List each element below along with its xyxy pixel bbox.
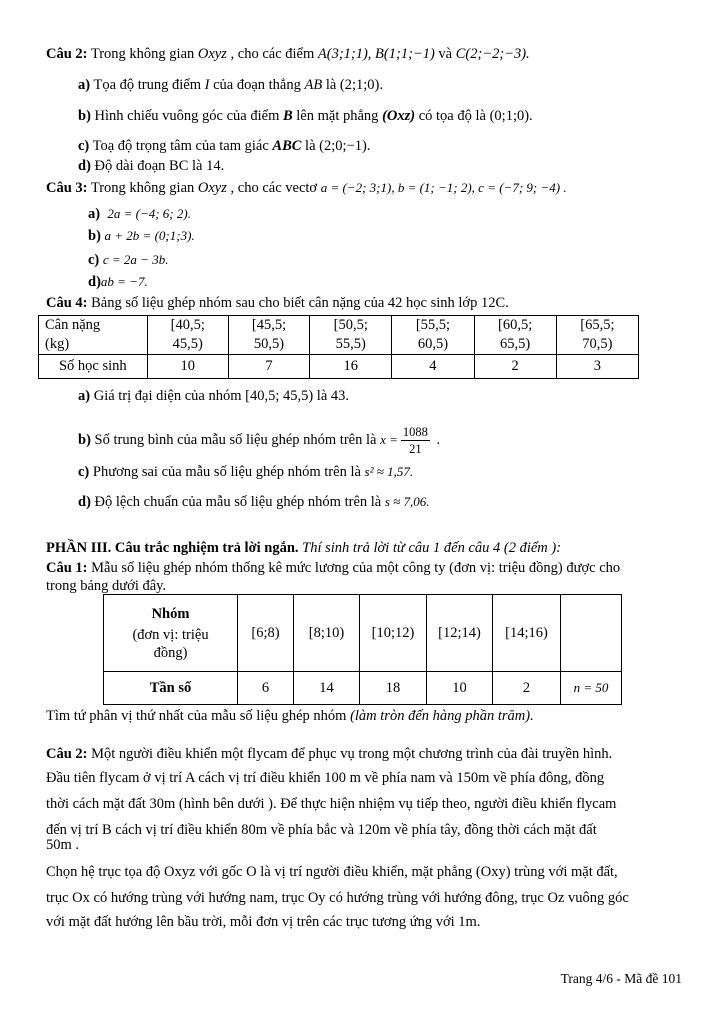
cell-line: Nhóm	[151, 605, 190, 622]
p3q2-line-4: đến vị trí B cách vị trí điều khiển 80m về phía bắc và 120m về phía tây, đồng thời cách mặt đất	[46, 822, 597, 838]
cell-line: 50,5)	[253, 336, 285, 352]
table-header-cell	[228, 316, 309, 355]
table-header-cell	[147, 316, 228, 355]
part3-heading	[46, 538, 561, 558]
p3q2-line-7: trục Ox có hướng trùng với hướng nam, trục Oy có hướng trùng với hướng đông, trục Oz vuông góc	[46, 890, 629, 906]
table-cell: 10	[147, 355, 228, 379]
q3-head: Câu 3:	[46, 180, 88, 196]
table-header-cell	[310, 316, 392, 355]
q4-item-c	[78, 462, 413, 482]
cell-line: [55,5;	[415, 317, 451, 333]
cell-line: (kg)	[45, 336, 70, 352]
item-var: ABC	[272, 138, 302, 154]
cell-line: 45,5)	[172, 336, 203, 352]
table-header-row	[39, 316, 639, 355]
table-header-cell	[392, 316, 474, 355]
item-text3: có tọa độ là	[415, 108, 490, 124]
item-math: 2a = (−4; 6; 2).	[107, 206, 191, 221]
table-header-cell: [6;8)	[238, 595, 294, 672]
q4-text: Bảng số liệu ghép nhóm sau cho biết cân nặng của 42 học sinh lớp 12C.	[87, 295, 509, 311]
fraction-numerator: 1088	[402, 425, 428, 440]
q2-and: và	[434, 46, 456, 62]
p3q2-line-6: Chọn hệ trục tọa độ Oxyz với gốc O là vị trí người điều khiển, mặt phẳng (Oxy) trùng với mặt đất,	[46, 864, 618, 880]
p3q2-head: Câu 2:	[46, 746, 88, 762]
table-cell: 4	[392, 355, 474, 379]
item-text: Phương sai của mẫu số liệu ghép nhóm trên là	[89, 464, 365, 480]
q2-stem	[46, 44, 530, 64]
item-text: Hình chiếu vuông góc của điểm	[90, 108, 283, 124]
cell-line: 60,5)	[417, 336, 449, 352]
table-cell-n: n = 50	[561, 672, 622, 705]
table-header-row	[104, 595, 622, 672]
q3-oxyz: Oxyz	[197, 180, 227, 196]
item-label: b)	[78, 432, 91, 448]
table-row	[104, 672, 622, 705]
table-header-cell: [12;14)	[427, 595, 493, 672]
q4-item-d	[78, 492, 430, 512]
item-label: b)	[78, 108, 91, 124]
q4-item-a	[78, 386, 349, 406]
p3q2-text: Một người điều khiển một flycam để phục vụ trong một chương trình của đài truyền hình.	[87, 746, 613, 762]
table-header-cell	[561, 595, 622, 672]
item-label: a)	[88, 206, 101, 222]
cell-line: [50,5;	[333, 317, 368, 333]
cell-line: [40,5;	[170, 317, 205, 333]
q4-stem	[46, 293, 509, 313]
table-header-cell: [10;12)	[360, 595, 427, 672]
item-label: d)	[78, 158, 91, 174]
p3q2-line-8: với mặt đất hướng lên bầu trời, mỗi đơn vị trên các trục tương ứng với 1m.	[46, 914, 481, 930]
table-header-cell	[556, 316, 638, 355]
p3q1-task	[46, 706, 534, 726]
item-text: Tọa độ trung điểm	[90, 77, 205, 93]
table-header-cell: [8;10)	[294, 595, 360, 672]
item-math: ab = −7.	[100, 274, 148, 289]
p3q1-task-note: (làm tròn đến hàng phần trăm).	[350, 708, 534, 724]
table-cell: 14	[294, 672, 360, 705]
table-cell: 18	[360, 672, 427, 705]
q2-item-b	[78, 106, 533, 126]
q2-points: A(3;1;1), B(1;1;−1)	[317, 46, 435, 62]
salary-table	[103, 594, 622, 705]
q2-oxyz: Oxyz	[197, 46, 227, 62]
table-cell: 6	[238, 672, 294, 705]
q3-item-a	[88, 204, 191, 224]
table-cell: 10	[427, 672, 493, 705]
p3q1-task-text: Tìm tứ phân vị thứ nhất của mẫu số liệu ghép nhóm	[46, 708, 351, 724]
table-cell: 2	[493, 672, 561, 705]
cell-line: đồng)	[153, 644, 188, 661]
q2-point-c: C(2;−2;−3).	[455, 46, 530, 62]
p3q2-line-5: 50m .	[46, 837, 80, 853]
item-label: a)	[78, 388, 91, 404]
q3-stem	[46, 178, 567, 198]
p3q2-line-3: thời cách mặt đất 30m (hình bên dưới ). Để thực hiện nhiệm vụ tiếp theo, người điều khiển flycam	[46, 796, 617, 812]
item-label: c)	[78, 138, 90, 154]
p3q1-text2: trong bảng dưới đây.	[46, 578, 167, 594]
cell-line: [65,5;	[580, 317, 615, 333]
table-header-cell	[474, 316, 556, 355]
cell-line: Cân nặng	[45, 317, 101, 333]
q3-text-b: , cho các vectơ	[226, 180, 321, 196]
q2-item-c	[78, 136, 370, 156]
item-label: a)	[78, 77, 91, 93]
item-math: (2;0;−1).	[319, 138, 371, 154]
table-cell: 3	[556, 355, 638, 379]
q3-vectors: a = (−2; 3;1), b = (1; −1; 2), c = (−7; 9; −4) .	[320, 180, 567, 195]
p3q1-text: Mẫu số liệu ghép nhóm thống kê mức lương của một công ty (đơn vị: triệu đồng) được cho	[87, 560, 621, 576]
table-cell: 2	[474, 355, 556, 379]
cell-line: 65,5)	[500, 336, 531, 352]
q2-text-a: Trong không gian	[87, 46, 198, 62]
q4-item-b	[78, 424, 440, 457]
fraction	[401, 424, 430, 457]
p3q1-head: Câu 1:	[46, 560, 88, 576]
item-math: s ≈ 7,06.	[384, 494, 430, 509]
page-footer: Trang 4/6 - Mã đề 101	[560, 971, 682, 986]
item-label: b)	[88, 228, 101, 244]
table-row-label: Tần số	[104, 672, 238, 705]
q2-item-d	[78, 156, 224, 176]
item-math: a + 2b = (0;1;3).	[104, 228, 195, 243]
item-var: x =	[380, 432, 398, 447]
item-text3: là	[322, 77, 340, 93]
q2-item-a	[78, 75, 383, 95]
item-label: d)	[78, 494, 91, 510]
table-header-cell: [14;16)	[493, 595, 561, 672]
item-text2: là	[301, 138, 320, 154]
table-cell: 7	[228, 355, 309, 379]
p3q1-stem-2	[46, 576, 166, 596]
cell-line: 70,5)	[582, 336, 613, 352]
cell-line: [60,5;	[498, 317, 533, 333]
q3-item-d	[88, 272, 148, 292]
cell-line: (đơn vị: triệu	[132, 626, 209, 643]
item-label: d)	[88, 274, 101, 290]
part3-note: Thí sinh trả lời từ câu 1 đến câu 4 (2 điểm ):	[298, 540, 562, 556]
q3-item-c	[88, 250, 168, 270]
table-header-cell	[39, 316, 148, 355]
item-label: c)	[78, 464, 90, 480]
item-var2: (Oxz)	[382, 108, 416, 124]
item-math: (0;1;0).	[489, 108, 533, 124]
item-var: B	[282, 108, 293, 124]
item-math: s² ≈ 1,57.	[364, 464, 414, 479]
q2-text-b: , cho các điểm	[226, 46, 318, 62]
item-text: Số trung bình của mẫu số liệu ghép nhóm trên là	[90, 432, 381, 448]
item-label: c)	[88, 252, 100, 268]
p3q2-line-2: Đầu tiên flycam ở vị trí A cách vị trí điều khiển 100 m về phía nam và 150m về phía đông, đồng	[46, 770, 605, 786]
item-var2: AB	[304, 77, 323, 93]
table-row-label: Số học sinh	[39, 355, 148, 379]
table-row	[39, 355, 639, 379]
table-cell: 16	[310, 355, 392, 379]
fraction-denominator: 21	[409, 442, 422, 457]
q3-text-a: Trong không gian	[87, 180, 198, 196]
weight-table	[38, 315, 639, 379]
table-header-cell	[104, 595, 238, 672]
item-text2: lên mặt phẳng	[292, 108, 383, 124]
item-text: Giá trị đại diện của nhóm [40,5; 45,5) là 43.	[90, 388, 350, 404]
item-math: c = 2a − 3b.	[102, 252, 169, 267]
part3-title: PHẦN III. Câu trắc nghiệm trả lời ngắn.	[46, 540, 299, 556]
item-tail: .	[432, 432, 441, 448]
cell-line: [45,5;	[251, 317, 287, 333]
p3q1-stem	[46, 558, 620, 578]
item-text: Độ dài đoạn BC là 14.	[90, 158, 225, 174]
p3q2-line-1	[46, 744, 612, 764]
q2-head: Câu 2:	[46, 46, 88, 62]
item-text: Độ lệch chuẩn của mẫu số liệu ghép nhóm trên là	[90, 494, 385, 510]
q4-head: Câu 4:	[46, 295, 88, 311]
item-math: (2;1;0).	[339, 77, 384, 93]
q3-item-b	[88, 226, 195, 246]
cell-line: 55,5)	[335, 336, 366, 352]
item-text2: của đoạn thẳng	[209, 77, 305, 93]
item-var: I	[204, 77, 210, 93]
item-text: Toạ độ trọng tâm của tam giác	[89, 138, 273, 154]
